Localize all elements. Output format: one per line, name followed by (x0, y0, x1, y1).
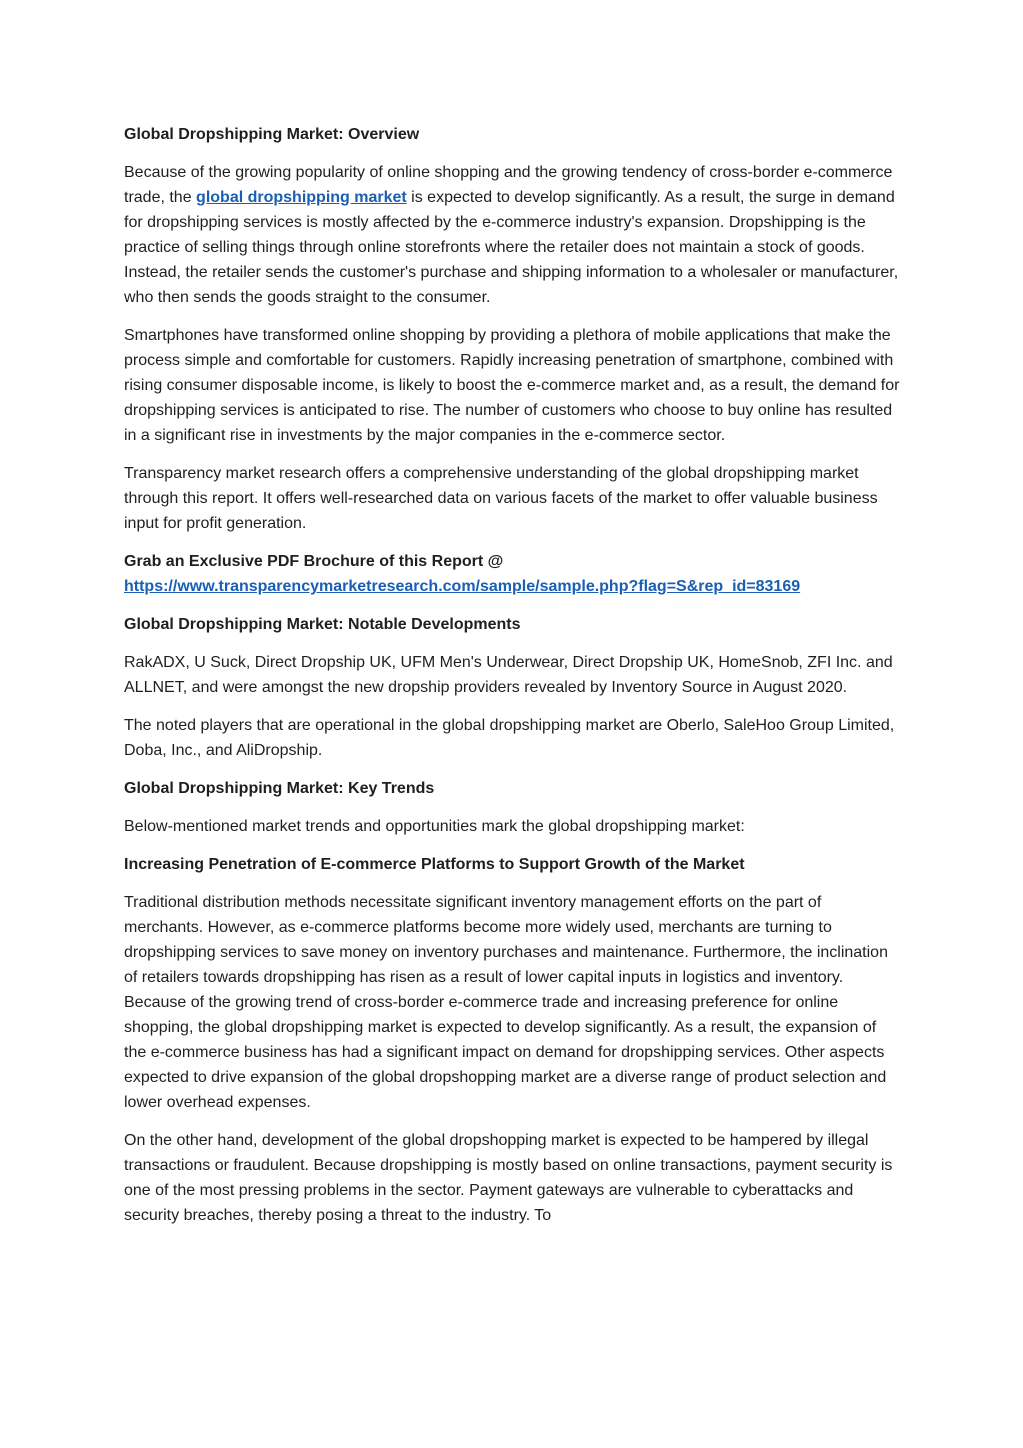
smartphones-paragraph: Smartphones have transformed online shopping by providing a plethora of mobile applications that make the process simple and comfortable for customers. Rapidly increasing penetration of smartphone, combined with rising consumer disposable income, is likely to boost the e-commerce market and, as a result, the demand for dropshipping services is anticipated to rise. The number of customers who choose to buy online has resulted in a significant rise in investments by the major companies in the e-commerce sector. (124, 327, 900, 444)
overview-paragraph (124, 160, 900, 310)
global-dropshipping-market-link[interactable]: global dropshipping market (196, 189, 407, 206)
brochure-label: Grab an Exclusive PDF Brochure of this Report @ (124, 553, 504, 570)
brochure-link[interactable]: https://www.transparencymarketresearch.com/sample/sample.php?flag=S&rep_id=83169 (124, 578, 801, 595)
overview-text-start: Because of the growing popularity of online shopping and the growing tendency of cross-border e-commerce trade, the (124, 164, 893, 206)
document-page (124, 122, 900, 1241)
trends-intro-paragraph: Below-mentioned market trends and opportunities mark the global dropshipping market: (124, 818, 745, 835)
trends-heading: Global Dropshipping Market: Key Trends (124, 780, 435, 797)
distribution-paragraph: Traditional distribution methods necessitate significant inventory management efforts on the part of merchants. However, as e-commerce platforms become more widely used, merchants are turning to dropshipping services to save money on inventory purchases and maintenance. Furthermore, the inclination of retailers towards dropshipping has risen as a result of lower capital inputs in logistics and inventory. Because of the growing trend of cross-border e-commerce trade and increasing preference for online shopping, the global dropshipping market is expected to develop significantly. As a result, the expansion of the e-commerce business has had a significant impact on demand for dropshipping services. Other aspects expected to drive expansion of the global dropshopping market are a diverse range of product selection and lower overhead expenses. (124, 894, 888, 1111)
players-paragraph: The noted players that are operational in the global dropshipping market are Oberlo, SaleHoo Group Limited, Doba, Inc., and AliDropship. (124, 717, 895, 759)
providers-paragraph: RakADX, U Suck, Direct Dropship UK, UFM Men's Underwear, Direct Dropship UK, HomeSnob, ZFI Inc. and ALLNET, and were amongst the new dropship providers revealed by Inventory Source in August 2020. (124, 654, 893, 696)
security-paragraph: On the other hand, development of the global dropshopping market is expected to be hampered by illegal transactions or fraudulent. Because dropshipping is mostly based on online transactions, payment security is one of the most pressing problems in the sector. Payment gateways are vulnerable to cyberattacks and security breaches, thereby posing a threat to the industry. To (124, 1132, 893, 1224)
tmr-paragraph: Transparency market research offers a comprehensive understanding of the global dropshipping market through this report. It offers well-researched data on various facets of the market to offer valuable business input for profit generation. (124, 465, 878, 532)
penetration-heading: Increasing Penetration of E-commerce Platforms to Support Growth of the Market (124, 856, 745, 873)
brochure-block (124, 549, 900, 599)
developments-heading: Global Dropshipping Market: Notable Developments (124, 616, 521, 633)
overview-heading: Global Dropshipping Market: Overview (124, 126, 420, 143)
overview-text-end: is expected to develop significantly. As a result, the surge in demand for dropshipping services is mostly affected by the e-commerce industry's expansion. Dropshipping is the practice of selling things through online storefronts where the retailer does not maintain a stock of goods. Instead, the retailer sends the customer's purchase and shipping information to a wholesaler or manufacturer, who then sends the goods straight to the consumer. (124, 189, 899, 306)
